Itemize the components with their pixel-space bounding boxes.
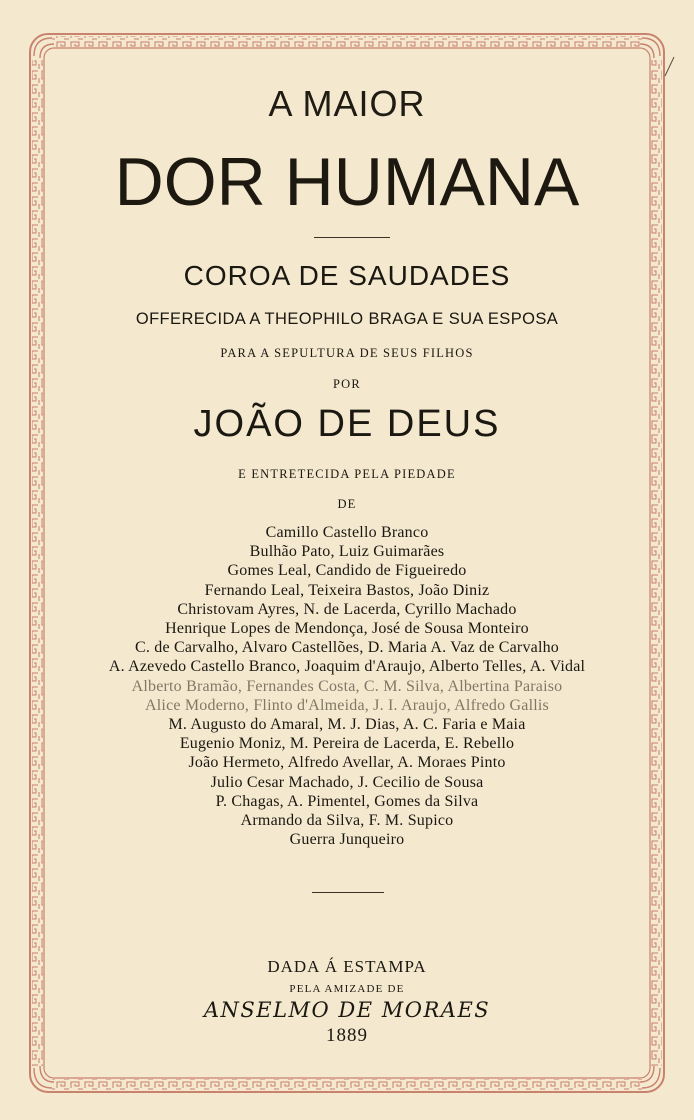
author-name: JOÃO DE DEUS: [193, 403, 501, 445]
title-divider: [314, 237, 390, 238]
contributor-line: Guerra Junqueiro: [289, 831, 405, 849]
subtitle-offer: OFFERECIDA A THEOPHILO BRAGA E SUA ESPOSA: [135, 310, 559, 328]
contributors-list: [40, 523, 654, 849]
imprint-friendship: PELA AMIZADE DE: [289, 983, 405, 995]
contributor-line: Julio Cesar Machado, J. Cecilio de Sousa: [210, 773, 484, 791]
contributor-line: A. Azevedo Castello Branco, Joaquim d'Araujo, Alberto Telles, A. Vidal: [108, 658, 586, 676]
title-line-2: DOR HUMANA: [114, 144, 580, 220]
contributor-line: Alice Moderno, Flinto d'Almeida, J. I. Araujo, Alfredo Gallis: [145, 696, 549, 714]
contributor-line: Eugenio Moniz, M. Pereira de Lacerda, E. Rebello: [179, 735, 515, 753]
imprint-printed: DADA Á ESTAMPA: [267, 957, 427, 976]
contributor-line: João Hermeto, Alfredo Avellar, A. Moraes Pinto: [188, 754, 506, 772]
subtitle-main: COROA DE SAUDADES: [183, 260, 511, 291]
contributor-line: M. Augusto do Amaral, M. J. Dias, A. C. Faria e Maia: [168, 716, 526, 734]
contributor-line: Armando da Silva, F. M. Supico: [240, 812, 454, 830]
contributor-line: Bulhão Pato, Luiz Guimarães: [249, 543, 445, 561]
imprint-year: 1889: [326, 1025, 368, 1046]
contributor-line: Camillo Castello Branco: [265, 524, 429, 541]
subtitle-by: POR: [333, 377, 361, 391]
subtitle-purpose: PARA A SEPULTURA DE SEUS FILHOS: [220, 346, 474, 360]
contributor-line: Henrique Lopes de Mendonça, José de Sousa Monteiro: [165, 620, 529, 638]
imprint-divider: [312, 892, 384, 893]
title-line-1: A MAIOR: [268, 83, 426, 124]
contributor-line: Alberto Bramão, Fernandes Costa, C. M. Silva, Albertina Paraiso: [131, 677, 563, 695]
contributor-line: P. Chagas, A. Pimentel, Gomes da Silva: [215, 792, 479, 810]
pen-mark-decoration: [662, 56, 676, 78]
contributor-line: Christovam Ayres, N. de Lacerda, Cyrillo Machado: [177, 600, 517, 618]
woven-line: E ENTRETECIDA PELA PIEDADE: [238, 467, 456, 481]
contributor-line: Gomes Leal, Candido de Figueiredo: [227, 562, 467, 580]
imprint-publisher: ANSELMO DE MORAES: [203, 998, 491, 1022]
of-line: DE: [337, 497, 357, 511]
contributor-line: C. de Carvalho, Alvaro Castellões, D. Maria A. Vaz de Carvalho: [134, 639, 559, 657]
contributor-line: Fernando Leal, Teixeira Bastos, João Diniz: [204, 581, 490, 599]
